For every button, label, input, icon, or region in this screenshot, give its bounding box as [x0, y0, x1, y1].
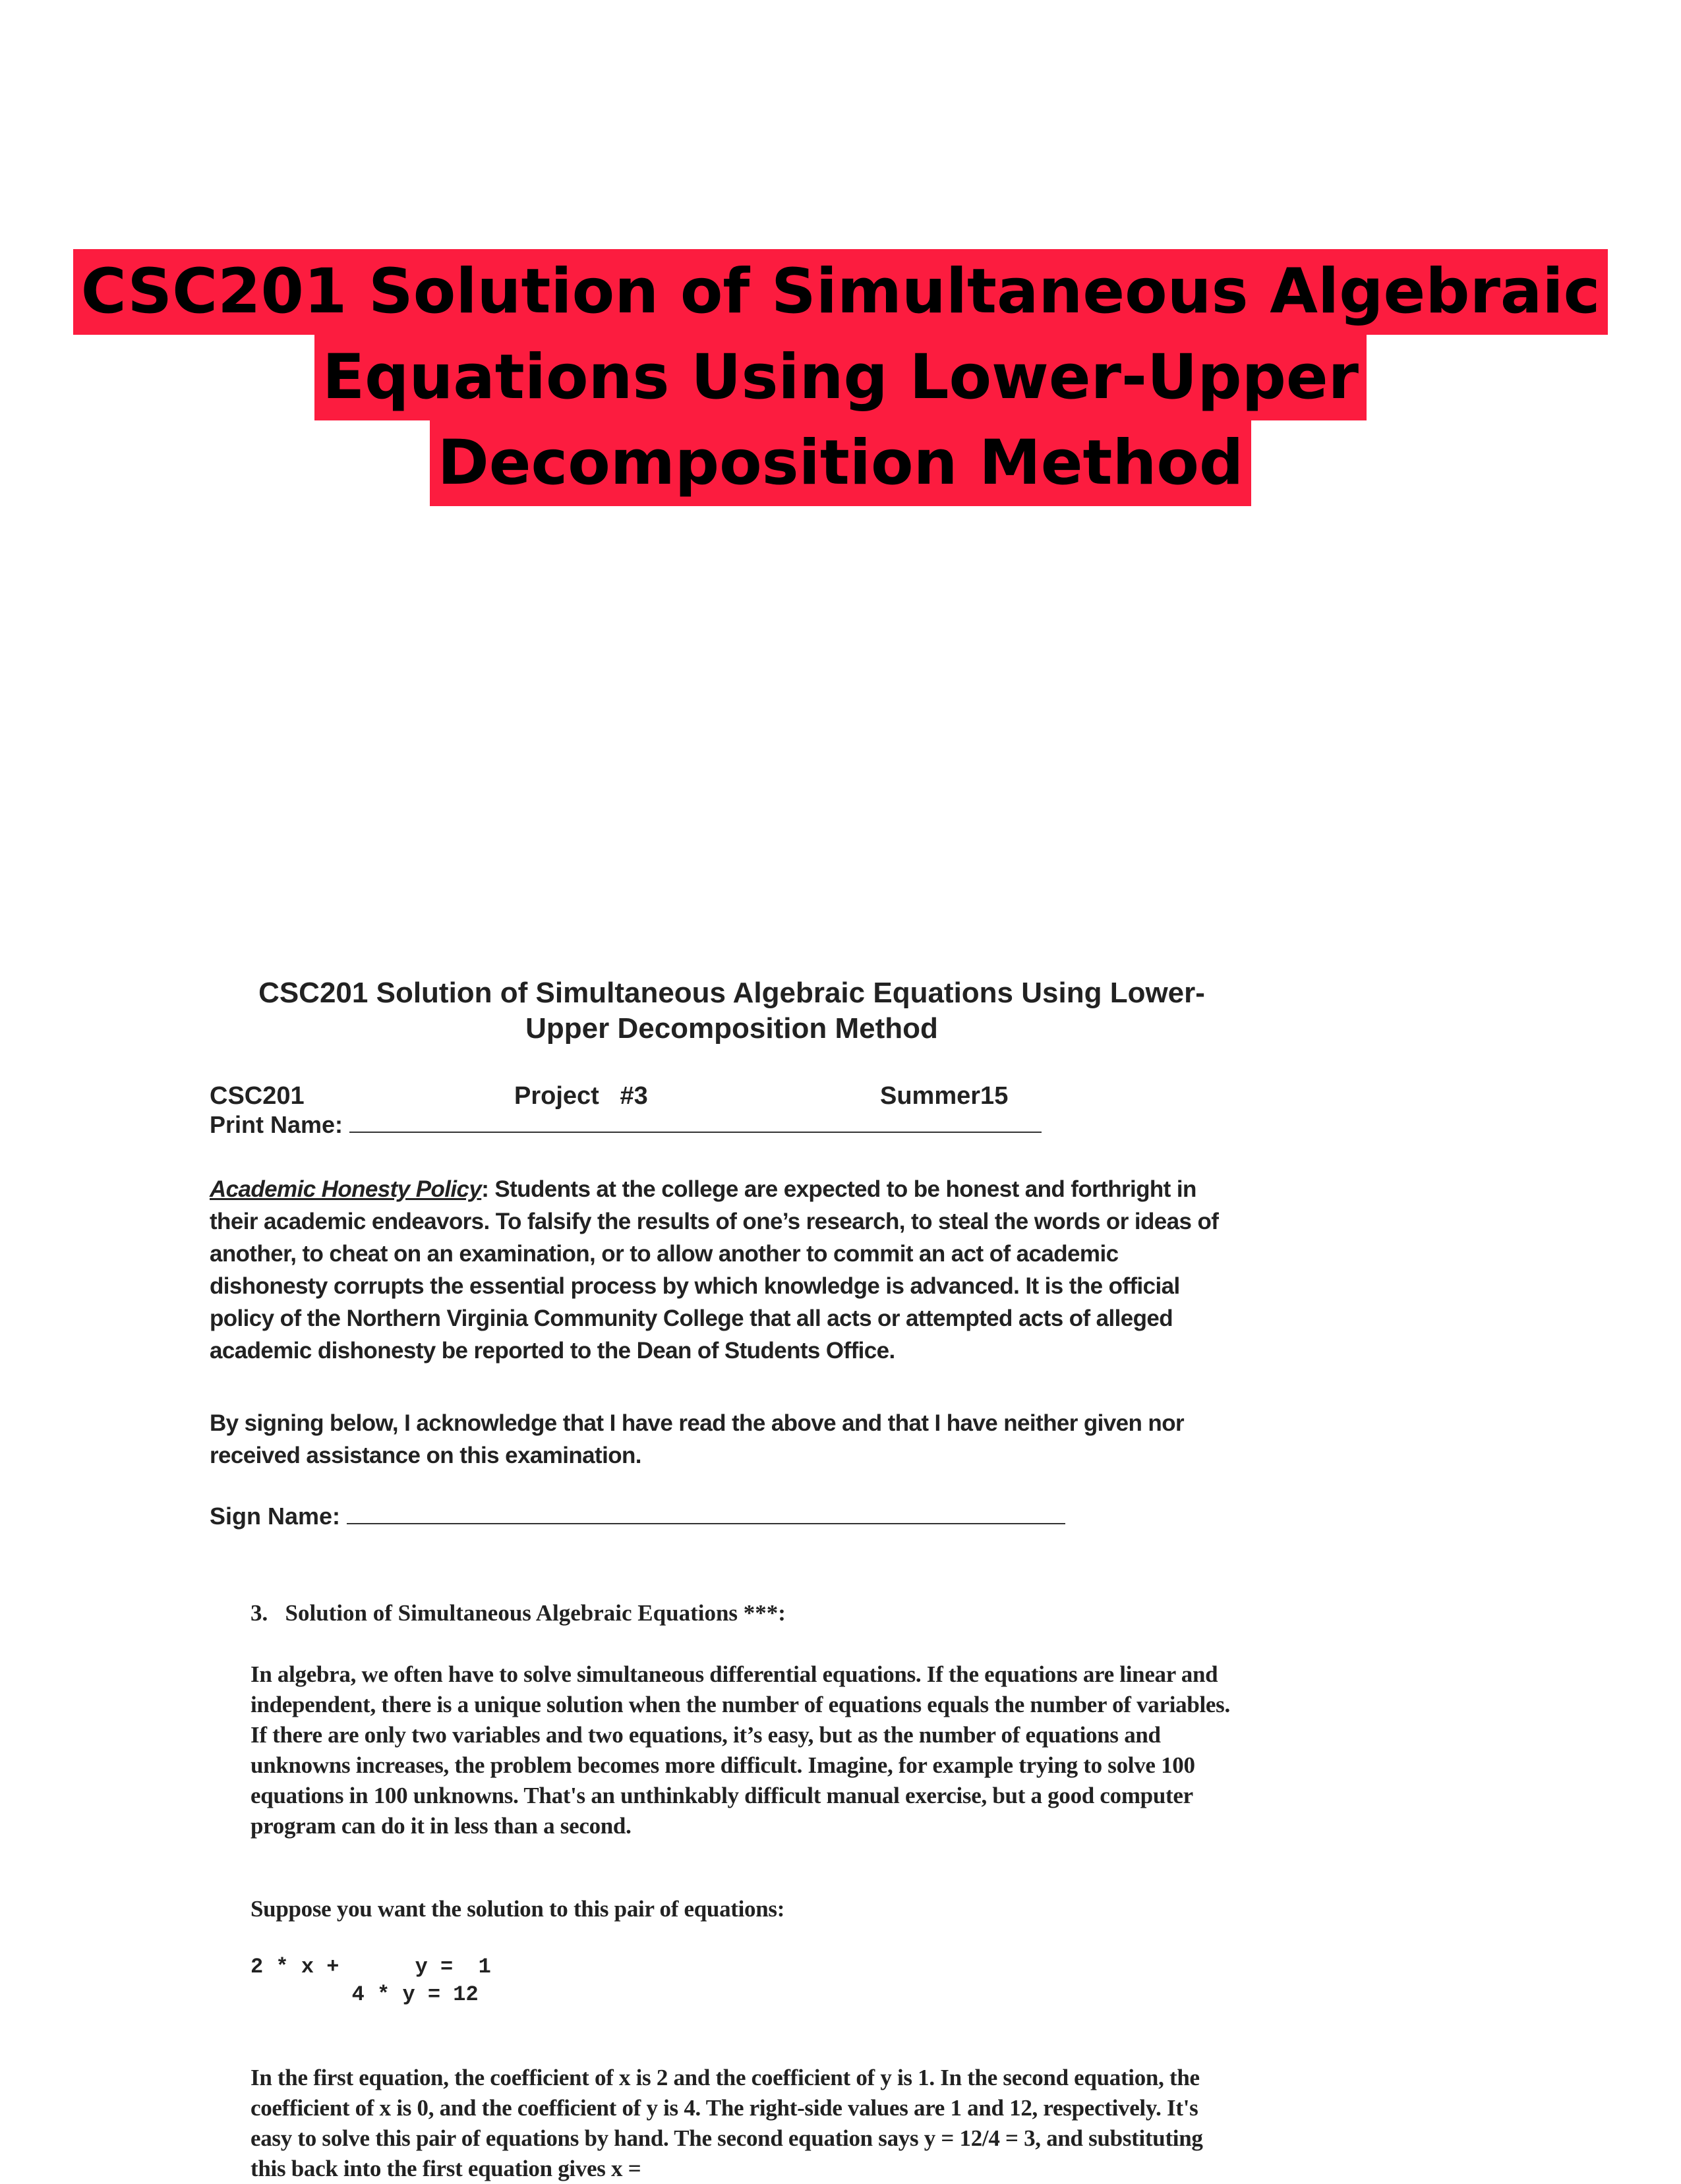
term-label: Summer15: [880, 1082, 1009, 1110]
scanned-document-page: [198, 975, 1266, 2181]
print-name-field: [210, 1111, 1042, 1139]
paragraph-intro: In algebra, we often have to solve simultaneous differential equations. If the equations are linear and independent, there is a unique solution when the number of equations equals the number of variables. If there are only two variables and two equations, it’s easy, but as the number of equations and unknowns increases, the problem becomes more difficult. Imagine, for example trying to solve 100 equations in 100 unknowns. That's an unthinkably difficult manual exercise, but a good computer program can do it in less than a second.: [251, 1661, 1230, 1839]
project-number: Project #3: [514, 1082, 648, 1110]
academic-honesty-policy: [210, 1173, 1238, 1367]
course-code: CSC201: [210, 1082, 305, 1110]
sign-name-label: Sign Name:: [210, 1503, 341, 1530]
banner-line-3: Decomposition Method: [430, 420, 1251, 506]
equation-1: 2 * x + y = 1: [251, 1955, 491, 1979]
equation-2: 4 * y = 12: [251, 1982, 479, 2007]
policy-text: : Students at the college are expected to be honest and forthright in their academic endeavors. To falsify the results of one’s research, to steal the words or ideas of another, to cheat on an examination, or to allow another to commit an act of academic dishonesty corrupts the essential process by which knowledge is advanced. It is the official policy of the Northern Virginia Community College that all acts or attempted acts of alleged academic dishonesty be reported to the Dean of Students Office.: [210, 1176, 1219, 1364]
sign-name-field: [210, 1503, 1065, 1530]
title-banner: [0, 249, 1681, 506]
section-title: 3. Solution of Simultaneous Algebraic Equations ***:: [251, 1600, 786, 1626]
document-title-line-1: CSC201 Solution of Simultaneous Algebraic Equations Using Lower-: [258, 977, 1205, 1009]
print-name-line: [349, 1112, 1042, 1133]
acknowledgement-text: By signing below, I acknowledge that I have read the above and that I have neither given nor received assistance on this examination.: [210, 1410, 1184, 1468]
paragraph-suppose: Suppose you want the solution to this pair of equations:: [251, 1896, 785, 1922]
print-name-label: Print Name:: [210, 1111, 343, 1138]
policy-label: Academic Honesty Policy: [210, 1176, 482, 1202]
sign-name-line: [347, 1503, 1065, 1524]
document-title: [198, 975, 1266, 1047]
document-title-line-2: Upper Decomposition Method: [525, 1012, 938, 1045]
banner-line-1: CSC201 Solution of Simultaneous Algebraic: [73, 249, 1608, 335]
paragraph-coefficients: In the first equation, the coefficient of x is 2 and the coefficient of y is 1. In the second equation, the coefficient of x is 0, and the coefficient of y is 4. The right-side values are 1 and 12, respectively. It's easy to solve this pair of equations by hand. The second equation says y = 12/4 = 3, and substituting this back into the first equation gives x =: [251, 2065, 1203, 2181]
banner-line-2: Equations Using Lower-Upper: [314, 335, 1367, 420]
